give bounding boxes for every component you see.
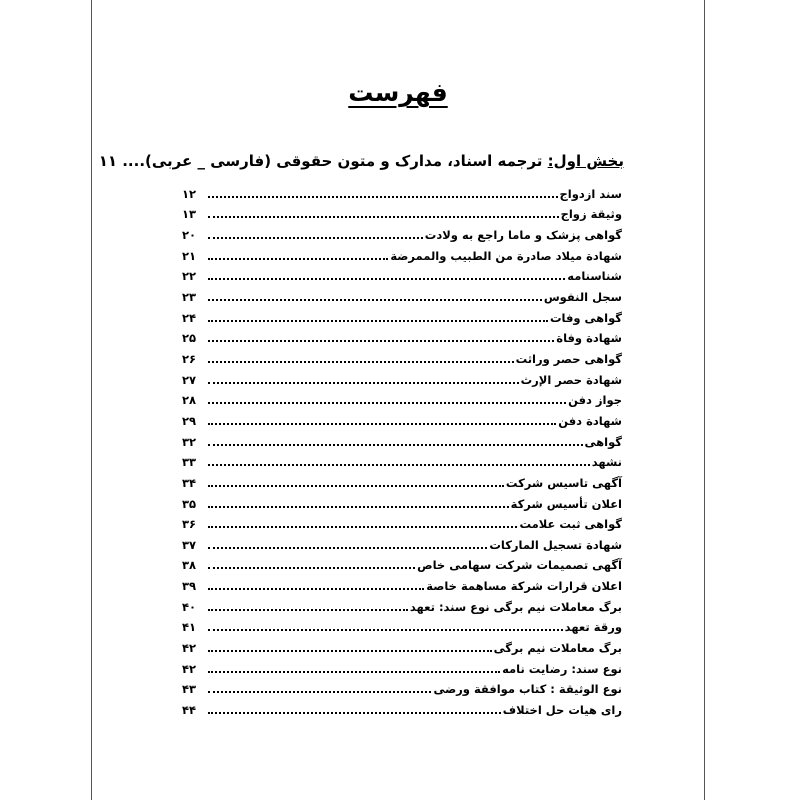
toc-entry-page-number: ۲۰	[182, 227, 197, 242]
toc-leader-dots	[208, 671, 500, 673]
toc-leader-dots	[208, 196, 558, 198]
toc-entry-label: اعلان تأسیس شرکة	[510, 496, 622, 511]
page-title	[92, 78, 704, 107]
toc-leader-dots	[208, 423, 556, 425]
toc-leader-dots	[208, 485, 504, 487]
toc-entry-page-number: ۳۸	[182, 558, 197, 573]
toc-entry-page-number: ۳۲	[182, 434, 197, 449]
toc-leader-dots	[208, 526, 517, 528]
toc-entry-page-number: ۲۸	[182, 393, 197, 408]
toc-entry-label: شهادة وفاة	[556, 331, 622, 346]
toc-entry-label: نوع سند: رضایت نامه	[502, 661, 622, 676]
toc-entry-label: گواهی پزشک و ماما راجع به ولادت	[424, 227, 622, 242]
section-heading	[98, 152, 624, 170]
toc-entry-page-number: ۴۴	[182, 703, 197, 718]
toc-entry	[182, 677, 622, 698]
toc-entry	[182, 388, 622, 409]
toc-entry	[182, 326, 622, 347]
toc-entry	[182, 284, 622, 305]
toc-entry-page-number: ۴۰	[182, 599, 197, 614]
toc-entry	[182, 470, 622, 491]
toc-entry-label: گواهی حصر وراثت	[515, 351, 622, 366]
toc-entry-page-number: ۲۲	[182, 269, 197, 284]
toc-leader-dots	[208, 299, 542, 301]
toc-leader-dots	[208, 629, 563, 631]
toc-entry	[182, 491, 622, 512]
table-of-contents	[182, 181, 622, 718]
toc-leader-dots	[208, 361, 514, 363]
toc-entry	[182, 202, 622, 223]
toc-entry-page-number: ۲۴	[182, 310, 197, 325]
toc-entry-page-number: ۳۴	[182, 475, 197, 490]
toc-leader-dots	[208, 278, 565, 280]
toc-leader-dots	[208, 691, 431, 693]
toc-leader-dots	[208, 258, 388, 260]
toc-entry	[182, 181, 622, 202]
toc-entry	[182, 656, 622, 677]
toc-entry-page-number: ۲۱	[182, 248, 197, 263]
section-text: ترجمه اسناد، مدارک و متون حقوقی (فارسی _ عربی).... ۱۱	[98, 152, 548, 170]
toc-entry-label: جواز دفن	[568, 393, 622, 408]
toc-entry	[182, 408, 622, 429]
toc-entry-page-number: ۳۶	[182, 517, 197, 532]
page-title-text: فهرست	[348, 78, 448, 107]
toc-entry-page-number: ۲۷	[182, 372, 197, 387]
toc-leader-dots	[208, 567, 415, 569]
toc-entry-page-number: ۲۳	[182, 289, 197, 304]
toc-entry	[182, 532, 622, 553]
toc-leader-dots	[208, 609, 408, 611]
toc-entry-page-number: ۱۲	[182, 186, 197, 201]
toc-entry-label: آگهی تاسیس شرکت	[505, 475, 622, 490]
toc-entry	[182, 573, 622, 594]
toc-entry-page-number: ۳۳	[182, 455, 197, 470]
section-label: بخش اول:	[547, 152, 624, 170]
toc-entry	[182, 222, 622, 243]
toc-entry-page-number: ۲۶	[182, 351, 197, 366]
toc-entry-page-number: ۲۵	[182, 331, 197, 346]
toc-entry-page-number: ۴۲	[182, 641, 197, 656]
toc-entry-label: اعلان قرارات شرکة مساهمة خاصة	[426, 579, 622, 594]
toc-entry-page-number: ۴۳	[182, 682, 197, 697]
toc-entry-label: سجل النفوس	[543, 289, 622, 304]
toc-entry-label: شناسنامه	[567, 269, 622, 284]
toc-entry	[182, 346, 622, 367]
document-page	[91, 0, 705, 800]
toc-entry	[182, 635, 622, 656]
toc-entry-label: نشهد	[591, 455, 622, 470]
toc-entry-page-number: ۲۹	[182, 413, 197, 428]
toc-entry-label: رای هیات حل اختلاف	[502, 703, 622, 718]
toc-leader-dots	[208, 340, 554, 342]
toc-entry-label: سند ازدواج	[559, 186, 622, 201]
toc-entry-page-number: ۴۲	[182, 661, 197, 676]
toc-leader-dots	[208, 402, 566, 404]
toc-entry	[182, 512, 622, 533]
toc-leader-dots	[208, 237, 423, 239]
toc-entry-label: گواهی وفات	[549, 310, 622, 325]
toc-entry-label: آگهی تصمیمات شرکت سهامی خاص	[417, 558, 622, 573]
toc-leader-dots	[208, 320, 548, 322]
toc-entry	[182, 367, 622, 388]
toc-leader-dots	[208, 506, 509, 508]
toc-entry	[182, 450, 622, 471]
toc-entry	[182, 553, 622, 574]
toc-entry-label: نوع الوثیقة : كتاب موافقة ورضى	[433, 682, 622, 697]
toc-entry-label: ورقة تعهد	[564, 620, 622, 635]
toc-entry	[182, 429, 622, 450]
toc-entry-label: گواهی	[584, 434, 622, 449]
toc-entry	[182, 594, 622, 615]
toc-leader-dots	[208, 650, 492, 652]
toc-entry-page-number: ۳۵	[182, 496, 197, 511]
toc-entry-label: گواهی ثبت علامت	[519, 517, 622, 532]
toc-entry-label: برگ معاملات نیم برگی نوع سند: تعهد	[409, 599, 622, 614]
toc-leader-dots	[208, 216, 559, 218]
toc-entry	[182, 697, 622, 718]
toc-entry-page-number: ۱۳	[182, 207, 197, 222]
toc-leader-dots	[208, 588, 424, 590]
toc-leader-dots	[208, 712, 501, 714]
toc-leader-dots	[208, 464, 590, 466]
toc-entry-page-number: ۴۱	[182, 620, 197, 635]
toc-entry	[182, 615, 622, 636]
toc-entry	[182, 243, 622, 264]
toc-entry	[182, 305, 622, 326]
toc-leader-dots	[208, 382, 519, 384]
toc-leader-dots	[208, 444, 583, 446]
toc-entry-label: برگ معاملات نیم برگی	[493, 641, 622, 656]
toc-leader-dots	[208, 547, 487, 549]
toc-entry-label: شهادة میلاد صادرة من الطبیب والممرضة	[390, 248, 622, 263]
toc-entry-label: شهادة حصر الإرث	[520, 372, 622, 387]
toc-entry	[182, 264, 622, 285]
toc-entry-label: وثیقة زواج	[560, 207, 622, 222]
toc-entry-page-number: ۳۹	[182, 579, 197, 594]
toc-entry-label: شهادة تسجیل الماركات	[489, 537, 622, 552]
toc-entry-page-number: ۳۷	[182, 537, 197, 552]
toc-entry-label: شهادة دفن	[558, 413, 622, 428]
